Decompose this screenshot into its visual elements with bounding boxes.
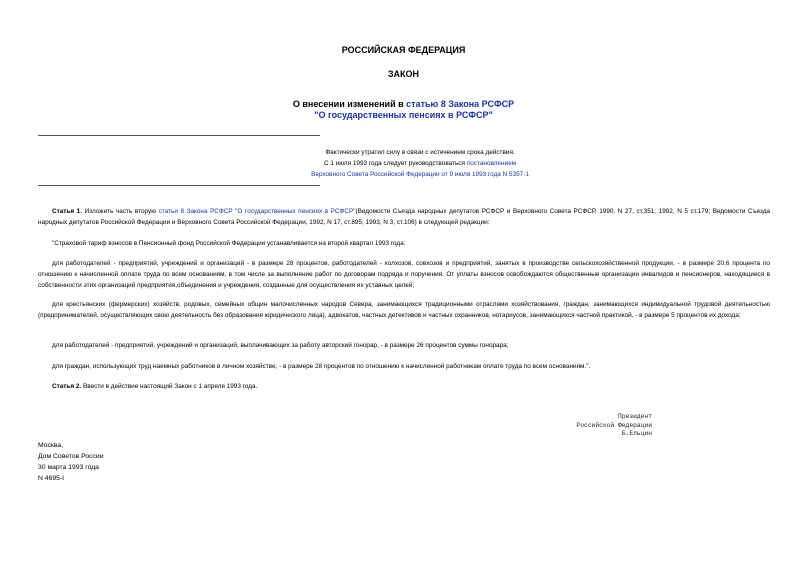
signature-title: Президент (617, 413, 652, 420)
document-type-heading: ЗАКОН (387, 69, 420, 79)
divider-bottom (38, 185, 320, 186)
article-1-item-1 (38, 259, 770, 291)
title-article-link[interactable]: статью 8 Закона РСФСР (406, 99, 515, 109)
divider-top (38, 135, 320, 136)
status-notice (160, 147, 680, 180)
article-1-item-4 (38, 362, 770, 373)
article-2 (38, 382, 770, 393)
place-building: Дом Советов России (38, 453, 104, 460)
document-number: N 4695-I (38, 475, 65, 482)
article-1-item-3 (38, 341, 770, 352)
article-1-intro (38, 207, 770, 229)
notice-line-1: Фактически утратил силу в связи с истечением срока действия. (325, 149, 515, 156)
title-prefix: О внесении изменений в (292, 99, 407, 109)
signature-name: Б.Ельцин (621, 430, 652, 437)
item-4-text: для граждан, использующих труд наемных работников в личном хозяйстве, - в размере 28 процентов по отношению к начисленной работникам оплате труда по всем основаниям.". (52, 363, 591, 370)
article-1-intro-prefix: Изложить часть вторую (82, 208, 159, 215)
notice-line-2 (160, 158, 680, 169)
quote-start-text: "Страховой тариф взносов в Пенсионный фонд Российской Федерации устанавливается на второй квартал 1993 года: (52, 240, 406, 247)
document-title (0, 99, 807, 121)
article-1-label: Статья 1. (52, 208, 82, 215)
resolution-link[interactable]: постановлением (466, 160, 517, 167)
signature-country: Российской Федерации (576, 421, 652, 429)
article-1-item-2 (38, 300, 770, 322)
signature-block (540, 413, 652, 439)
document-date: 30 марта 1993 года (38, 464, 99, 471)
item-1-text: для работодателей - предприятий, учреждений и организаций - в размере 28 процентов, работодателей - колхозов, совхозов и предприятий, занятых в производстве сельскохозяйственной продукции, - в размере 20,6 процента по отношению к начисленной оплате труда по всем основаниям, в том числе за выполнение работ по договорам подряда и поручения. От уплаты взносов освобождаются общественные организации инвалидов и пенсионеров, находящиеся в собственности этих организаций предприятия,объединения и учреждения, созданные для осуществления их уставных целей; (38, 260, 770, 289)
article-1-quote-start (38, 239, 770, 250)
resolution-source-link[interactable]: Верховного Совета Российской Федерации от 9 июля 1993 года N 5357-1 (311, 171, 529, 178)
article-8-link[interactable]: статьи 8 Закона РСФСР "О государственных пенсиях в РСФСР" (158, 208, 356, 215)
article-1-intro-rest: (Ведомости Съезда народных депутатов РСФСР и Верховного Совета РСФСР, 1990, N 27, ст.351; 1992, N 5 ст.179; Ведомости Съезда народных депутатов Российской Федерации и Верховного Совета Российской Федерации, 1992, N 17, ст.895; 1993, N 3, ст.106) в следующей редакции: (38, 208, 770, 226)
country-heading: РОССИЙСКАЯ ФЕДЕРАЦИЯ (341, 45, 466, 55)
item-3-text: для работодателей - предприятий, учреждений и организаций, выплачивающих за работу авторский гонорар, - в размере 26 процентов суммы гонорара; (52, 342, 509, 349)
item-2-text: для крестьянских (фермерских) хозяйств, родовых, семейных общин малочисленных народов Севера, занимающихся традиционными отраслями хозяйствования, граждан, занимающихся индивидуальной трудовой деятельностью (предпринимателей, осуществляющих свою деятельность без образования юридического лица), адвокатов, частных детективов и частных охранников, нотариусов, занимающихся частной практикой, - в размере 5 процентов их дохода; (38, 301, 770, 319)
title-law-link[interactable]: "О государственных пенсиях в РСФСР" (314, 110, 493, 120)
article-2-label: Статья 2. (52, 383, 82, 390)
notice-line-2-text: С 1 июля 1993 года следует руководствоваться (323, 160, 467, 167)
place-city: Москва, (38, 442, 64, 449)
article-2-text: Ввести в действие настоящий Закон с 1 апреля 1993 года. (81, 383, 258, 390)
place-date-block (38, 440, 104, 484)
